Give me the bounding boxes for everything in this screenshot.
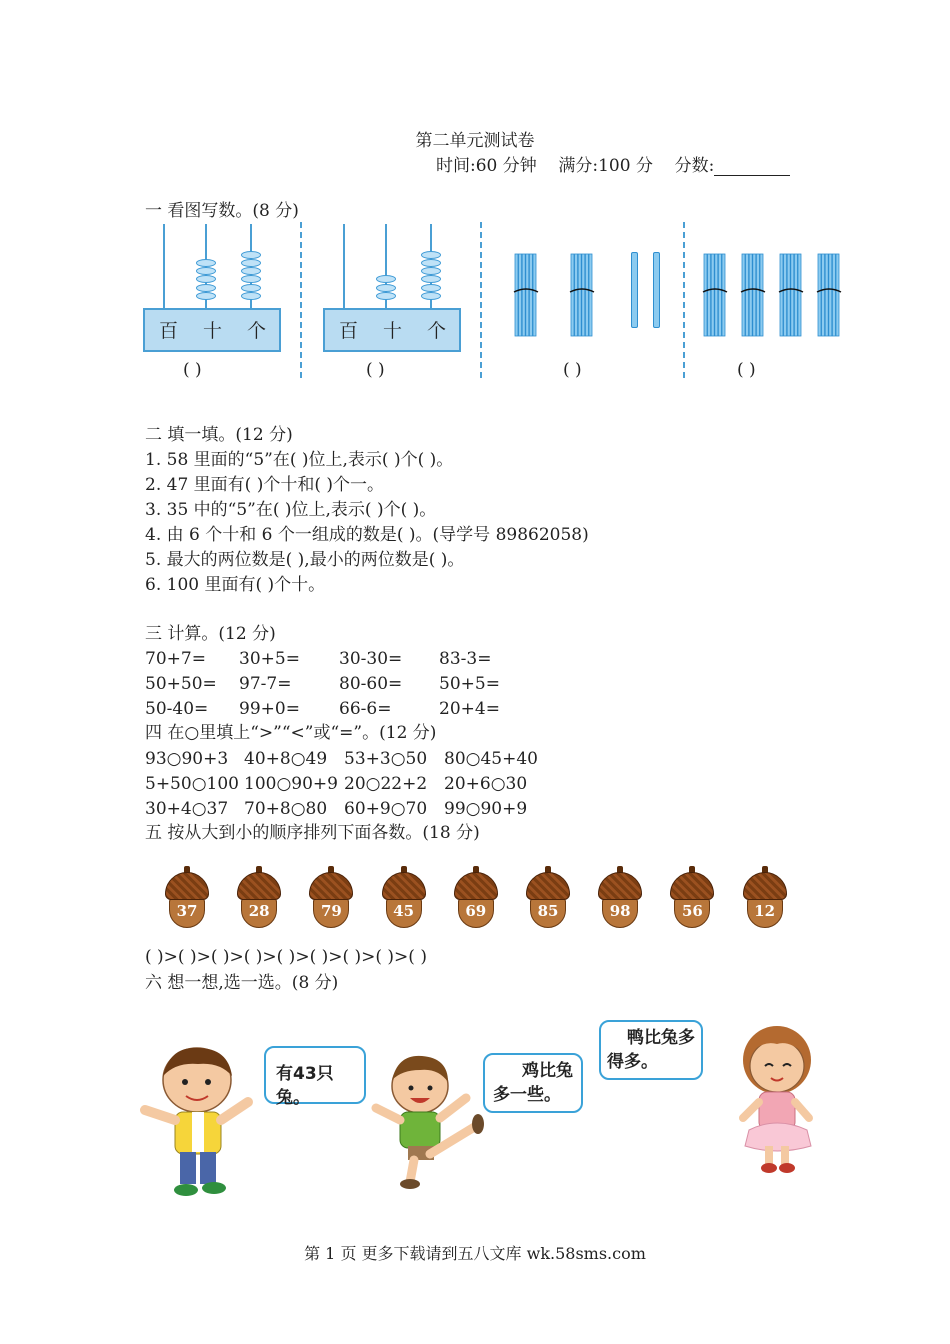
acorn-label: 28 [248,902,270,920]
stick-bundle-of-ten [513,252,539,338]
place-label-tens: 十 [383,320,403,342]
abacus-bead [376,275,396,283]
calc-item: 20+4= [439,699,500,719]
fill-item-4: 4. 由 6 个十和 6 个一组成的数是( )。(导学号 89862058) [145,525,589,545]
answer-blank-3[interactable]: ( ) [563,360,582,380]
girl-illustration [735,1020,820,1180]
acorn-label: 85 [537,902,559,920]
calc-item: 50+5= [439,674,500,694]
score-blank[interactable] [714,159,790,176]
bubble-1-text: 有43只兔。 [276,1064,334,1108]
speech-bubble-3 [599,1020,703,1080]
acorn-number [743,872,787,930]
stick-bundle-of-ten [740,252,766,338]
acorn-number [237,872,281,930]
acorn-label: 69 [465,902,487,920]
acorn-label: 37 [176,902,198,920]
abacus-bead [241,292,261,300]
score-label: 分数: [674,156,715,176]
full-score-label: 满分:100 分 [558,156,653,176]
abacus-bead [241,284,261,292]
acorn-label: 56 [681,902,703,920]
compare-item: 99○90+9 [444,799,528,819]
acorn-label: 98 [609,902,631,920]
boy-kicking-illustration [368,1050,488,1190]
abacus-bead [421,292,441,300]
compare-item: 5+50○100 [145,774,239,794]
fill-item-5: 5. 最大的两位数是( ),最小的两位数是( )。 [145,550,465,570]
acorn-number [165,872,209,930]
single-stick [653,252,660,328]
answer-blank-2[interactable]: ( ) [366,360,385,380]
abacus-bead [421,251,441,259]
abacus-1-rod-hundreds [163,224,165,310]
bubble-3-line-1: 鸭比兔多 [627,1028,695,1048]
abacus-bead [421,275,441,283]
section-1-heading: 一 看图写数。(8 分) [145,201,299,221]
place-label-ones: 个 [247,320,267,342]
stick-bundle-of-ten [569,252,595,338]
time-label: 时间:60 分钟 [436,156,537,176]
compare-item: 30+4○37 [145,799,229,819]
acorn-number [382,872,426,930]
order-answer-line[interactable]: ( )>( )>( )>( )>( )>( )>( )>( )>( ) [145,947,427,967]
bubble-2-line-2: 多一些。 [493,1085,561,1105]
place-label-tens: 十 [203,320,223,342]
stick-bundle-of-ten [778,252,804,338]
page-footer: 第 1 页 更多下载请到五八文库 wk.58sms.com [304,1244,646,1263]
acorn-label: 12 [754,902,776,920]
abacus-2-rod-hundreds [343,224,345,310]
compare-item: 80○45+40 [444,749,538,769]
fill-item-6: 6. 100 里面有( )个十。 [145,575,326,595]
abacus-bead [241,267,261,275]
acorn-label: 45 [393,902,415,920]
compare-item: 40+8○49 [244,749,328,769]
acorn-number [454,872,498,930]
compare-item: 53+3○50 [344,749,428,769]
calc-item: 83-3= [439,649,492,669]
compare-item: 20+6○30 [444,774,528,794]
abacus-bead [196,292,216,300]
acorn-number [526,872,570,930]
abacus-bead [196,259,216,267]
page-title: 第二单元测试卷 [415,131,535,151]
abacus-bead [376,292,396,300]
single-stick [631,252,638,328]
answer-blank-1[interactable]: ( ) [183,360,202,380]
place-label-hundreds: 百 [159,320,179,342]
abacus-1-frame [143,308,281,352]
abacus-bead [421,267,441,275]
speech-bubble-1 [264,1046,366,1108]
calc-item: 66-6= [339,699,392,719]
fill-item-1: 1. 58 里面的“5”在( )位上,表示( )个( )。 [145,450,454,470]
compare-item: 20○22+2 [344,774,428,794]
abacus-bead [241,275,261,283]
place-label-hundreds: 百 [339,320,359,342]
section-5-heading: 五 按从大到小的顺序排列下面各数。(18 分) [145,823,480,843]
calc-item: 30+5= [239,649,300,669]
calc-item: 97-7= [239,674,292,694]
section-3-heading: 三 计算。(12 分) [145,624,276,644]
compare-item: 93○90+3 [145,749,229,769]
abacus-bead [421,284,441,292]
calc-item: 50-40= [145,699,209,719]
abacus-bead [196,284,216,292]
section-4-heading: 四 在○里填上“>”“<”或“=”。(12 分) [145,723,437,743]
compare-item: 70+8○80 [244,799,328,819]
fill-item-2: 2. 47 里面有( )个十和( )个一。 [145,475,384,495]
calc-item: 30-30= [339,649,403,669]
abacus-bead [421,259,441,267]
section-2-heading: 二 填一填。(12 分) [145,425,293,445]
acorn-number [670,872,714,930]
divider [480,222,482,378]
place-label-ones: 个 [427,320,447,342]
speech-bubble-2 [483,1053,583,1113]
exam-meta [436,151,790,176]
compare-item: 60+9○70 [344,799,428,819]
calc-item: 70+7= [145,649,206,669]
divider [683,222,685,378]
calc-item: 50+50= [145,674,217,694]
section-6-heading: 六 想一想,选一选。(8 分) [145,973,339,993]
acorn-number [309,872,353,930]
acorn-label: 79 [320,902,342,920]
boy-thumbs-up-illustration [140,1040,255,1200]
divider [300,222,302,378]
abacus-bead [376,284,396,292]
abacus-bead [196,275,216,283]
bubble-3-line-2: 得多。 [607,1052,658,1072]
answer-blank-4[interactable]: ( ) [737,360,756,380]
calc-item: 99+0= [239,699,300,719]
compare-item: 100○90+9 [244,774,338,794]
stick-bundle-of-ten [816,252,842,338]
abacus-bead [196,267,216,275]
fill-item-3: 3. 35 中的“5”在( )位上,表示( )个( )。 [145,500,437,520]
abacus-bead [241,251,261,259]
abacus-2-frame [323,308,461,352]
stick-bundle-of-ten [702,252,728,338]
calc-item: 80-60= [339,674,403,694]
acorn-number [598,872,642,930]
abacus-bead [241,259,261,267]
bubble-2-line-1: 鸡比兔 [522,1061,573,1081]
